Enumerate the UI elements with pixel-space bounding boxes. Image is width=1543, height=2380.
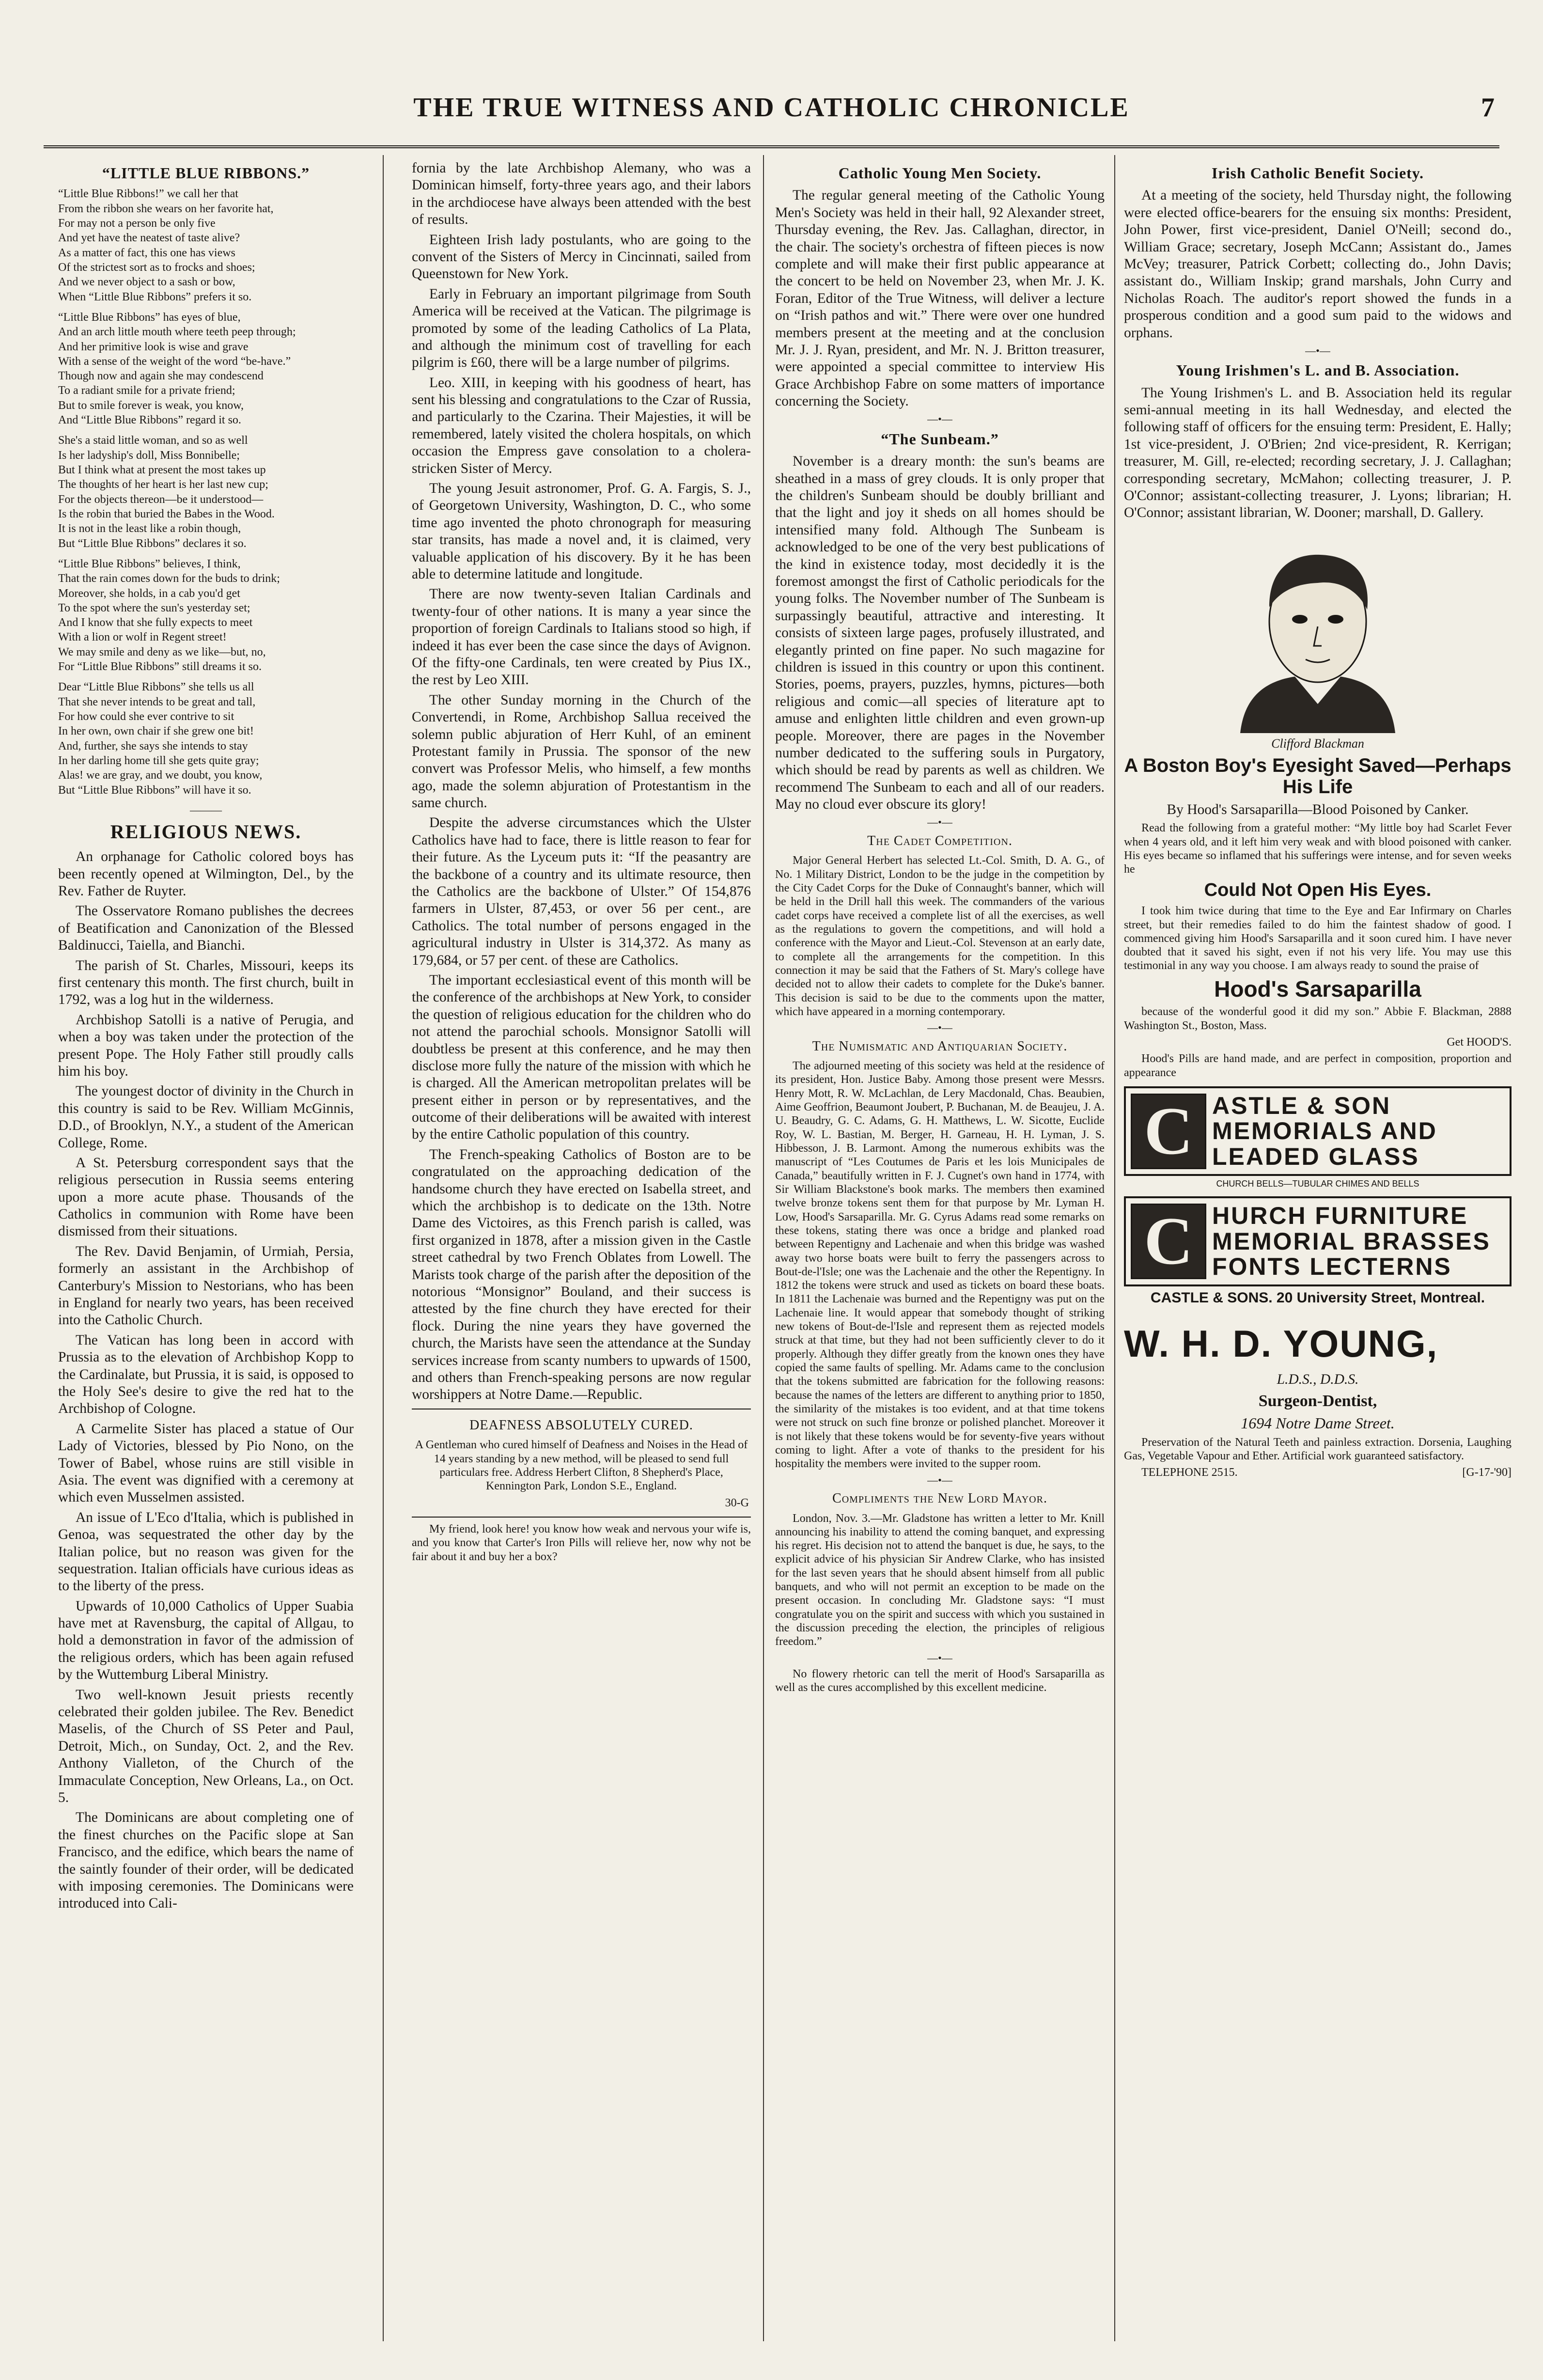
article-paragraph: Early in February an important pilgrimage from South America will be received at the Vatican. The pilgrimage is promoted by some of the leading Catholics of La Plata, and although the minimum cost of travelling for each pilgrim is £60, there will be a large number of pilgrims. — [412, 286, 751, 371]
column-1 — [58, 160, 354, 2341]
religious-item: A St. Petersburg correspondent says that the religious persecution in Russia seems entering upon a more acute phase. Thousands of the Catholics in communion with Rome have been dismissed from their situations. — [58, 1155, 354, 1239]
article-paragraph: fornia by the late Archbishop Alemany, who was a Dominican himself, forty-three years ago, and their labors in the archdiocese have always been attended with the best of results. — [412, 160, 751, 228]
poem-body — [58, 187, 354, 797]
poem-line: Is the robin that buried the Babes in the Wood. — [58, 507, 275, 520]
young-dentist-name: W. H. D. YOUNG, — [1124, 1322, 1438, 1365]
poem-line: And we never object to a sash or bow, — [58, 276, 235, 289]
lord-mayor-title: Compliments the New Lord Mayor. — [832, 1490, 1047, 1506]
religious-item: A Carmelite Sister has placed a statue of Our Lady of Victories, blessed by Pio Nono, on the Tower of Babel, whose ruins are still visible in Asia. The event was dignified with a ceremony at which even Musselmen assisted. — [58, 1421, 354, 1505]
poem-line: For the objects thereon—be it understood— — [58, 493, 264, 506]
article-paragraph: The young Jesuit astronomer, Prof. G. A. Fargis, S. J., of Georgetown University, Washington, D. C., who some time ago invented the photo chronograph for measuring star transits, has made a novel and, it is claimed, very valuable application of his discovery. By it he has been able to determine latitude and longitude. — [412, 481, 751, 582]
column-rule — [383, 155, 384, 2341]
church-logo-line: FONTS LECTERNS — [1212, 1253, 1452, 1281]
boston-headline: A Boston Boy's Eyesight Saved—Perhaps His Life — [1124, 755, 1512, 798]
poem-line: With a sense of the weight of the word “be-have.” — [58, 355, 291, 368]
young-irishmen-title: Young Irishmen's L. and B. Association. — [1176, 361, 1460, 379]
article-paragraph: Despite the adverse circumstances which the Ulster Catholics have had to face, there is little reason to fear for their future. As the Lyceum puts it: “If the peasantry are the backbone of a country and its ultimate resource, then the Catholics are the backbone of Ulster.” Of 154,876 farmers in Ulster, 87,453, or over 56 per cent., are Catholics. The total number of persons engaged in the agricultural industry in Ulster is 314,372. As many as 179,684, or 57 per cent. of these are Catholics. — [412, 815, 751, 968]
poem-line: That the rain comes down for the buds to drink; — [58, 572, 280, 585]
hoods-text: because of the wonderful good it did my son.” Abbie F. Blackman, 2888 Washington St., Boston, Mass. — [1124, 1005, 1512, 1032]
young-code: [G-17-'90] — [1462, 1466, 1512, 1479]
poem-line: But “Little Blue Ribbons” will have it so. — [58, 783, 251, 797]
poem-line: The thoughts of her heart is her last new cup; — [58, 478, 268, 491]
poem-line: But I think what at present the most takes up — [58, 464, 266, 477]
religious-item: Archbishop Satolli is a native of Perugia, and when a boy was taken under the protection of the present Pope. The Holy Father still proudly calls him his boy. — [58, 1012, 354, 1079]
masthead — [44, 92, 1499, 148]
boy-portrait-illustration — [1211, 530, 1424, 733]
religious-item: The Osservatore Romano publishes the decrees of Beatification and Canonization of the Blessed Baldinucci, Taiella, and Bianchi. — [58, 903, 354, 954]
separator: —•— — [927, 1021, 952, 1034]
article-paragraph: The important ecclesiastical event of this month will be the conference of the archbishops at New York, to consider the question of religious education for the children who do not attend the parochial schools. Monsignor Satolli will doubtless be present at this conference, and he may then disclose more fully the nature of the mission with which he is charged. All the American metropolitan prelates will be present either in person or by representatives, and the outcome of their deliberations will be awaited with interest by the entire Catholic population of this country. — [412, 972, 751, 1143]
poem-line: In her own, own chair if she grew one bit! — [58, 725, 254, 738]
poem-line: And I know that she fully expects to meet — [58, 616, 253, 629]
poem-stanza — [58, 311, 354, 427]
article-paragraph: The other Sunday morning in the Church of the Convertendi, in Rome, Archbishop Sallua received the solemn public abjuration of Herr Kuhl, of an eminent Protestant family in Prussia. The sponsor of the new convert was Professor Melis, who himself, a few months ago, made the solemn abjuration of Protestantism in the same church. — [412, 692, 751, 811]
separator: —•— — [1305, 344, 1330, 357]
ircb-title: Irish Catholic Benefit Society. — [1211, 164, 1424, 182]
castle-address: CASTLE & SONS. 20 University Street, Montreal. — [1150, 1289, 1485, 1306]
article-paragraph: The French-speaking Catholics of Boston are to be congratulated on the approaching dedication of the handsome church they have erected on Isabella street, and which the archbishop is to dedicate on the 13th. Notre Dame des Victoires, as this French parish is called, was first organized in 1878, after a mission given in the Castle street cathedral by two French Oblates from Lowell. The Marists took charge of the parish after the deposition of the notorious “Monsignor” Bouland, and their success is attested by the fine church they have erected for their flock. During the nine years they have governed the church, the Marists have seen the attendance at the Sunday services increase from scanty numbers to upwards of 1500, and others than French-speaking persons are now regular worshippers at Notre Dame.—Republic. — [412, 1146, 751, 1403]
ircb-text: At a meeting of the society, held Thursday night, the following were elected office-bearers for the ensuing six months: President, John Power, first vice-president, Daniel O'Neill; second do., William Grace; secretary, Joseph McCann; Assistant do., James McVey; treasurer, Patrick Corbett; collecting do., John Davis; assistant do., William Inskip; grand marshals, John Curry and Nicholas Roach. The auditor's report showed the funds in a prosperous condition and a good sum paid to the widows and orphans. — [1124, 188, 1512, 341]
poem-line: Is her ladyship's doll, Miss Bonnibelle; — [58, 449, 240, 462]
poem-line: And an arch little mouth where teeth peep through; — [58, 326, 296, 339]
young-text: Preservation of the Natural Teeth and painless extraction. Dorsenia, Laughing Gas, Vegetable Vapour and Ether. Artificial work guaranteed satisfactory. — [1124, 1436, 1512, 1463]
religious-item: The Dominicans are about completing one of the finest churches on the Pacific slope at San Francisco, and the edifice, which bears the name of the saintly founder of their order, will be dedicated with imposing ceremonies. The Dominicans were introduced into Cali- — [58, 1810, 354, 1911]
article-paragraph: Eighteen Irish lady postulants, who are going to the convent of the Sisters of Mercy in Cincinnati, sailed from Queenstown for New York. — [412, 232, 751, 282]
poem-line: But “Little Blue Ribbons” declares it so. — [58, 537, 247, 550]
eyes-headline: Could Not Open His Eyes. — [1204, 879, 1432, 900]
column-4 — [1124, 160, 1512, 2341]
poem-line: For how could she ever contrive to sit — [58, 710, 234, 723]
religious-item: Two well-known Jesuit priests recently celebrated their golden jubilee. The Rev. Benedict Maselis, of the Church of SS Peter and Paul, Detroit, Mich., on Sunday, Oct. 2, and the Rev. Anthony Vialleton, of the Church of the Immaculate Conception, New Orleans, La., on Oct. 5. — [58, 1687, 354, 1805]
deafness-ad-title: DEAFNESS ABSOLUTELY CURED. — [469, 1417, 693, 1433]
lord-mayor-text: London, Nov. 3.—Mr. Gladstone has written a letter to Mr. Knill announcing his inability to attend the coming banquet, and expressing his regret. His decision not to attend the banquet is due, he says, to the explicit advice of his physician Sir Andrew Clarke, who has insisted for the last seven years that he should absent himself from all public banquets, and who will not permit an exception to be made on the present occasion. In concluding Mr. Gladstone says: “I must congratulate you on the spirit and success with which you sustained in the discussion preceding the election, the principles of religious freedom.” — [775, 1512, 1105, 1648]
castle-logo-letter: C — [1131, 1094, 1206, 1169]
poem-line: But to smile forever is weak, you know, — [58, 399, 244, 412]
hoods-signature: Get HOOD'S. — [1447, 1036, 1512, 1049]
deafness-ad — [412, 1409, 751, 1518]
castle-logo-line: ASTLE & SON — [1212, 1092, 1391, 1119]
castle-logo-line: MEMORIALS AND — [1212, 1117, 1437, 1145]
poem-line: With a lion or wolf in Regent street! — [58, 631, 227, 644]
poem-line: And, further, she says she intends to stay — [58, 739, 248, 752]
poem-line: Though now and again she may condescend — [58, 370, 264, 383]
castle-logo-line: LEADED GLASS — [1212, 1143, 1419, 1170]
church-logo-line: MEMORIAL BRASSES — [1212, 1227, 1491, 1255]
poem-line: She's a staid little woman, and so as well — [58, 434, 248, 447]
column-2 — [412, 160, 751, 2341]
poem-line: And “Little Blue Ribbons” regard it so. — [58, 414, 241, 427]
religious-item: The Vatican has long been in accord with Prussia as to the elevation of Archbishop Kopp to the Cardinalate, but Prussia, it is said, is opposed to the Holy See's desire to give the red hat to the Archbishop of Cologne. — [58, 1332, 354, 1417]
column-3 — [775, 160, 1105, 2341]
carter-ad: My friend, look here! you know how weak and nervous your wife is, and you know that Carter's Iron Pills will relieve her, now why not be fair about it and buy her a box? — [412, 1522, 751, 1563]
eyes-text: I took him twice during that time to the Eye and Ear Infirmary on Charles street, but their remedies failed to do him the faintest shadow of good. I commenced giving him Hood's Sarsaparilla and it soon cured him. I have never doubted that it saved his sight, even if not his very life. You may use this testimonial in any way you choose. I am always ready to sound the praise of — [1124, 905, 1512, 972]
poem-title: “LITTLE BLUE RIBBONS.” — [102, 164, 310, 182]
masthead-title: THE TRUE WITNESS AND CATHOLIC CHRONICLE — [413, 93, 1130, 123]
column-rule — [1114, 155, 1115, 2341]
poem-line: “Little Blue Ribbons!” we call her that — [58, 188, 238, 201]
page-number: 7 — [1481, 93, 1495, 123]
cyms-text: The regular general meeting of the Catholic Young Men's Society was held in their hall, 92 Alexander street, Thursday evening, the Rev. Jas. Callaghan, director, in the chair. The society's orchestra of fifteen pieces is now complete and will make their first public appearance at the concert to be held on November 23, when Mr. J. K. Foran, Editor of the True Witness, will deliver a lecture on “Irish pathos and wit.” There were over one hundred members present at the meeting and at the conclusion Mr. J. J. Ryan, president, and Mr. N. J. Britton treasurer, were appointed a special committee to interview His Grace Archbishop Fabre on some matters of importance concerning the Society. — [775, 188, 1105, 409]
church-logo-line: HURCH FURNITURE — [1212, 1202, 1468, 1230]
poem-line: For may not a person be only five — [58, 217, 216, 230]
deafness-ad-code: 30-G — [725, 1496, 749, 1509]
castle-logo-text — [1212, 1093, 1437, 1170]
sunbeam-text: November is a dreary month: the sun's beams are sheathed in a mass of grey clouds. It is only proper that the children's Sunbeam should be doubly brilliant and that the light and joy it sheds on all homes should be intensified many fold. Although The Sunbeam is acknowledged to be one of the very best publications of the kind in existence today, most decidedly it is the foremost amongst the first of Catholic periodicals for the young folks. The November number of The Sunbeam is surpassingly beautiful, attractive and interesting. It consists of sixteen large pages, profusely illustrated, and elegantly printed on fine paper. No such magazine for children is issued in this country or upon this continent. Stories, poems, prayers, puzzles, hymns, pictures—both religious and comic—all species of literature apt to amuse and enlighten little children and even grown-up people. Moreover, there are pages in the November number dedicated to the suffering souls in Purgatory, which should be read by parents as well as children. We recommend The Sunbeam to each and all of our readers. May no cloud ever obscure its glory! — [775, 454, 1105, 813]
religious-item: The parish of St. Charles, Missouri, keeps its first centenary this month. The first church, built in 1792, was a log hut in the wilderness. — [58, 957, 354, 1008]
poem-line: Alas! we are gray, and we doubt, you know, — [58, 769, 263, 782]
poem-stanza — [58, 557, 354, 674]
religious-item: The youngest doctor of divinity in the Church in this country is said to be Rev. William McGinnis, D.D., of Brooklyn, N.Y., a student of the American College, Rome. — [58, 1083, 354, 1151]
article-paragraph: Leo. XIII, in keeping with his goodness of heart, has sent his blessing and congratulations to the Czar of Russia, and particularly to the Czarina. Their Majesties, it will be remembered, lately visited the cholera hospitals, on which occasion the Empress gave consolation to a cholera-stricken Sister of Mercy. — [412, 375, 751, 476]
separator: —•— — [927, 816, 952, 829]
numismatic-text: The adjourned meeting of this society was held at the residence of its president, Hon. Justice Baby. Among those present were Messrs. Henry Mott, R. W. McLachlan, de Lery Macdonald, Chas. Beaubien, Aime Geoffrion, Beaumont Joubert, P. Buchanan, M. de Beaujeu, J. A. U. Beaudry, G. C. Adams, G. H. Matthews, L. W. Sicotte, Euclide Roy, W. L. Bastian, M. Berger, H. Garneau, H. H. Lyman, J. S. Hibbesson, J. B. Larmont. Among the numerous exhibits was the manuscript of “Les Coutumes de Paris et les lois Municipales de Canada,” beautifully written in F. J. Cugnet's own hand in 1774, with Sir William Blackstone's book marks. The members then examined twelve bronze tokens sent them for that purpose by Mr. Lyman H. Low, Hood's Sarsaparilla. Mr. G. Cyrus Adams read some remarks on these tokens, stating there was once a bridge and planked road between Repentigny and Lachenaie and when this bridge was washed away two horse boats were built to ferry the passengers across to Bout-de-l'Isle; one was the Lachenaie and the other the Repentigny. In 1812 the tokens were struck and used as tickets on board these boats. In 1811 the Lachenaie was burned and the Repentigny was put on the Lachenaie line. It would appear that somebody thought of striking new tokens of Bout-de-l'Isle and represent them as rejected models struck at that time, but they had not been sufficiently clever to do it properly. Although they differ greatly from the known ones they have copied the same faults of spelling. Mr. Adams came to the conclusion that the tokens submitted are fabrication for the following reasons: because the names of the letters are different to anything prior to 1850, the similarity of the mistakes is too evident, and at that time tokens were not struck on such fine bronze or polished planchet. Moreover it is not likely that these tokens would be for seventy-five years without coming to light. After a vote of thanks to the president for his hospitality the members were invited to the supper room. — [775, 1060, 1105, 1471]
poem-line: For “Little Blue Ribbons” still dreams it so. — [58, 660, 262, 673]
young-telephone — [1124, 1466, 1512, 1479]
poem-line: As a matter of fact, this one has views — [58, 246, 235, 259]
poem-line: And yet have the neatest of taste alive? — [58, 232, 240, 245]
poem-line: It is not in the least like a robin though, — [58, 522, 241, 535]
column-rule — [763, 155, 764, 2341]
young-irishmen-text: The Young Irishmen's L. and B. Association held its regular semi-annual meeting in its hall Wednesday, and elected the following staff of officers for the ensuing term: President, E. Hally; 1st vice-president, J. O'Brien; 2nd vice-president, R. Kerrigan; treasurer, M. Gill, re-elected; recording secretary, J. J. Callaghan; corresponding secretary, McMahon; collecting treasurer, J. P. O'Connor; assistant-collecting treasurer, J. Lyons; librarian; H. O'Connor; assistant librarian, W. Dooner; marshall, D. Gallery. — [1124, 385, 1512, 521]
boston-subhead: By Hood's Sarsaparilla—Blood Poisoned by Canker. — [1167, 802, 1469, 817]
church-furniture-logo — [1124, 1196, 1512, 1286]
poem-line: And her primitive look is wise and grave — [58, 340, 249, 353]
separator: —•— — [927, 1473, 952, 1486]
hoods-closing-text: No flowery rhetoric can tell the merit of Hood's Sarsaparilla as well as the cures accomplished by this excellent medicine. — [775, 1668, 1105, 1694]
poem-line: To a radiant smile for a private friend; — [58, 384, 235, 397]
religious-item: An orphanage for Catholic colored boys has been recently opened at Wilmington, Del., by the Rev. Father de Ruyter. — [58, 849, 354, 899]
church-logo-letter: C — [1131, 1204, 1206, 1279]
poem-stanza — [58, 434, 354, 550]
deafness-ad-text: A Gentleman who cured himself of Deafness and Noises in the Head of 14 years standing by a new method, will be pleased to send full particulars free. Address Herbert Clifton, 8 Shepherd's Place, Kennington Park, London S.E., England. — [415, 1439, 748, 1493]
poem-line: “Little Blue Ribbons” believes, I think, — [58, 557, 241, 570]
poem-stanza — [58, 187, 354, 304]
article-paragraph: There are now twenty-seven Italian Cardinals and twenty-four of other nations. It is many a year since the proportion of foreign Cardinals to Italians stood so high, if indeed it has ever been the case since the days of Avignon. Of the fifty-one Cardinals, ten were created by Pius IX., the rest by Leo XIII. — [412, 586, 751, 688]
portrait-caption: Clifford Blackman — [1271, 736, 1364, 751]
young-address: 1694 Notre Dame Street. — [1241, 1414, 1395, 1432]
religious-item: Upwards of 10,000 Catholics of Upper Suabia have met at Ravensburg, the capital of Allgau, to hold a demonstration in favor of the admission of the religious orders, which has been again refused by the Wuttemburg Liberal Ministry. — [58, 1598, 354, 1683]
hoods-sarsaparilla-headline: Hood's Sarsaparilla — [1214, 976, 1421, 1002]
boston-text: Read the following from a grateful mother: “My little boy had Scarlet Fever when 4 years old, and it left him very weak and with blood poisoned with canker. His eyes became so inflamed that his sufferings were intense, and for seven weeks he — [1124, 822, 1512, 876]
poem-stanza — [58, 680, 354, 797]
young-telephone-number: TELEPHONE 2515. — [1141, 1466, 1238, 1479]
poem-line: To the spot where the sun's yesterday set; — [58, 601, 250, 614]
separator: —•— — [927, 1651, 952, 1664]
poem-line: Dear “Little Blue Ribbons” she tells us all — [58, 681, 254, 694]
numismatic-title: The Numismatic and Antiquarian Society. — [812, 1038, 1068, 1054]
cyms-title: Catholic Young Men Society. — [838, 164, 1042, 182]
poem-line: That she never intends to be great and tall, — [58, 695, 256, 708]
religious-news-title: RELIGIOUS NEWS. — [110, 821, 302, 843]
separator: —•— — [927, 413, 952, 425]
castle-tagline: CHURCH BELLS—TUBULAR CHIMES AND BELLS — [1216, 1179, 1419, 1189]
hoods-pills-text: Hood's Pills are hand made, and are perfect in composition, proportion and appearance — [1124, 1052, 1512, 1079]
young-title: Surgeon-Dentist, — [1258, 1392, 1377, 1410]
poem-line: “Little Blue Ribbons” has eyes of blue, — [58, 311, 241, 324]
castle-son-logo — [1124, 1086, 1512, 1176]
poem-line: We may smile and deny as we like—but, no, — [58, 645, 266, 658]
poem-line: In her darling home till she gets quite gray; — [58, 754, 259, 767]
cadet-title: The Cadet Competition. — [867, 833, 1013, 848]
religious-item: The Rev. David Benjamin, of Urmiah, Persia, formerly an assistant in the Archbishop of Canterbury's Mission to Nestorians, who has been in England for nearly two years, has been received into the Catholic Church. — [58, 1243, 354, 1328]
poem-line: When “Little Blue Ribbons” prefers it so. — [58, 290, 252, 303]
poem-line: Moreover, she holds, in a cab you'd get — [58, 587, 240, 600]
cadet-text: Major General Herbert has selected Lt.-Col. Smith, D. A. G., of No. 1 Military District, London to be the judge in the competition by the City Cadet Corps for the Duke of Connaught's banner, which will be held in the Drill hall this week. The commanders of the various cadet corps have received a complete list of all the exercises, as well as the regulations to govern the competitions, and will hold a conference with the Mayor and Lieut.-Col. Stevenson at an early date, to complete all the arrangements for the competition. In this connection it may be said that the Fathers of St. Mary's college have decided not to allow their cadets to complete for the Duke's banner. This decision is said to be due to the comments upon the matter, which have appeared in a morning contemporary. — [775, 854, 1105, 1018]
poem-line: From the ribbon she wears on her favorite hat, — [58, 202, 274, 215]
religious-item: An issue of L'Eco d'Italia, which is published in Genoa, was sequestrated the other day by the Italian police, but no reason was given for the sequestration. Italian officials have curious ideas as to the liberty of the press. — [58, 1509, 354, 1594]
church-logo-text — [1212, 1203, 1491, 1280]
young-degrees: L.D.S., D.D.S. — [1277, 1372, 1359, 1388]
separator: ——— — [190, 803, 222, 816]
poem-line: Of the strictest sort as to frocks and shoes; — [58, 261, 255, 274]
sunbeam-title: “The Sunbeam.” — [881, 430, 999, 448]
